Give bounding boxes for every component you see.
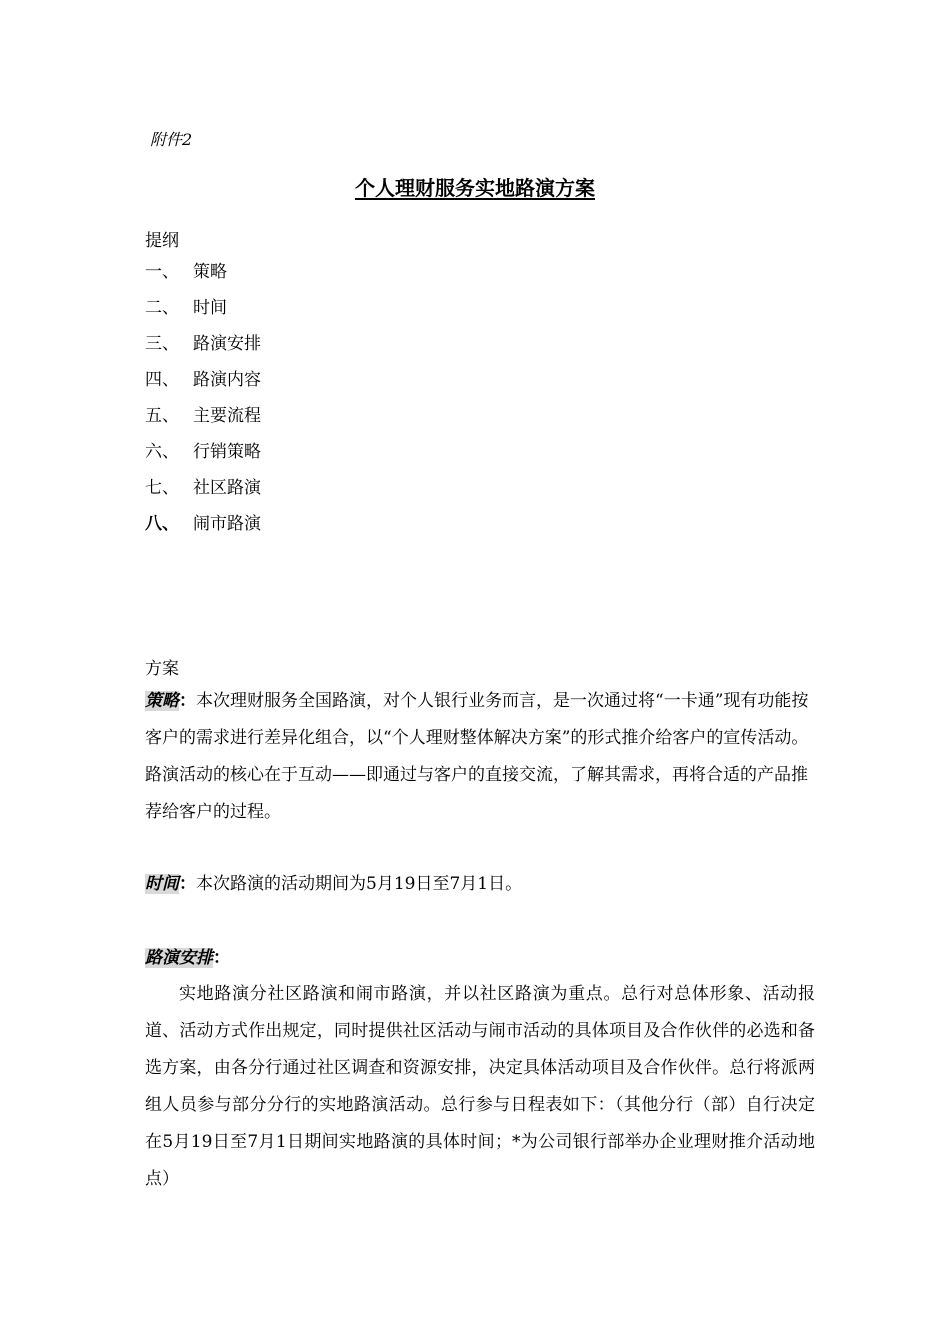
outline-item-number: 四、 bbox=[145, 370, 179, 390]
outline-item-number: 三、 bbox=[145, 334, 179, 354]
outline-item bbox=[145, 370, 261, 406]
arrangement-paragraph: 实地路演分社区路演和闹市路演，并以社区路演为重点。总行对总体形象、活动报道、活动方式作出规定，同时提供社区活动与闹市活动的具体项目及合作伙伴的必选和备选方案，由各分行通过社区调查和资源安排，决定具体活动项目及合作伙伴。总行将派两组人员参与部分分行的实地路演活动。总行参与日程表如下：（其他分行（部）自行决定在5月19日至7月1日期间实地路演的具体时间；*为公司银行部举办企业理财推介活动地点） bbox=[145, 984, 815, 1189]
time-text: 本次路演的活动期间为5月19日至7月1日。 bbox=[196, 874, 523, 894]
outline-item-label: 策略 bbox=[193, 262, 227, 282]
outline-heading: 提纲 bbox=[145, 231, 179, 251]
arrangement-tag: 路演安排 bbox=[145, 948, 213, 968]
outline-item bbox=[145, 334, 261, 370]
outline-item bbox=[145, 406, 261, 442]
outline-item bbox=[145, 478, 261, 514]
time-paragraph bbox=[145, 866, 815, 903]
outline-item bbox=[145, 442, 261, 478]
plan-heading: 方案 bbox=[145, 659, 179, 679]
outline-item-label: 主要流程 bbox=[193, 406, 261, 426]
outline-item bbox=[145, 514, 261, 550]
arrangement-colon: ： bbox=[213, 948, 230, 968]
time-colon: ： bbox=[179, 874, 196, 894]
outline-item-label: 闹市路演 bbox=[193, 514, 261, 534]
document-title: 个人理财服务实地路演方案 bbox=[355, 176, 595, 200]
outline-item-number: 二、 bbox=[145, 298, 179, 318]
outline-item-label: 社区路演 bbox=[193, 478, 261, 498]
arrangement-heading bbox=[145, 940, 815, 977]
outline-list bbox=[145, 262, 261, 550]
outline-item-label: 路演内容 bbox=[193, 370, 261, 390]
time-tag: 时间 bbox=[145, 874, 179, 894]
outline-item-number: 八、 bbox=[145, 514, 179, 534]
strategy-paragraph bbox=[145, 683, 815, 831]
outline-item-label: 时间 bbox=[193, 298, 227, 318]
outline-item-label: 行销策略 bbox=[193, 442, 261, 462]
outline-item-label: 路演安排 bbox=[193, 334, 261, 354]
strategy-text: 本次理财服务全国路演，对个人银行业务而言，是一次通过将“一卡通”现有功能按客户的需求进行差异化组合，以“个人理财整体解决方案”的形式推介给客户的宣传活动。路演活动的核心在于互动——即通过与客户的直接交流，了解其需求，再将合适的产品推荐给客户的过程。 bbox=[145, 691, 809, 822]
outline-item-number: 五、 bbox=[145, 406, 179, 426]
outline-item-number: 七、 bbox=[145, 478, 179, 498]
attachment-label: 附件2 bbox=[150, 130, 193, 149]
strategy-tag: 策略 bbox=[145, 691, 179, 711]
outline-item-number: 一、 bbox=[145, 262, 179, 282]
outline-item-number: 六、 bbox=[145, 442, 179, 462]
strategy-colon: ： bbox=[179, 691, 196, 711]
outline-item bbox=[145, 262, 261, 298]
outline-item bbox=[145, 298, 261, 334]
